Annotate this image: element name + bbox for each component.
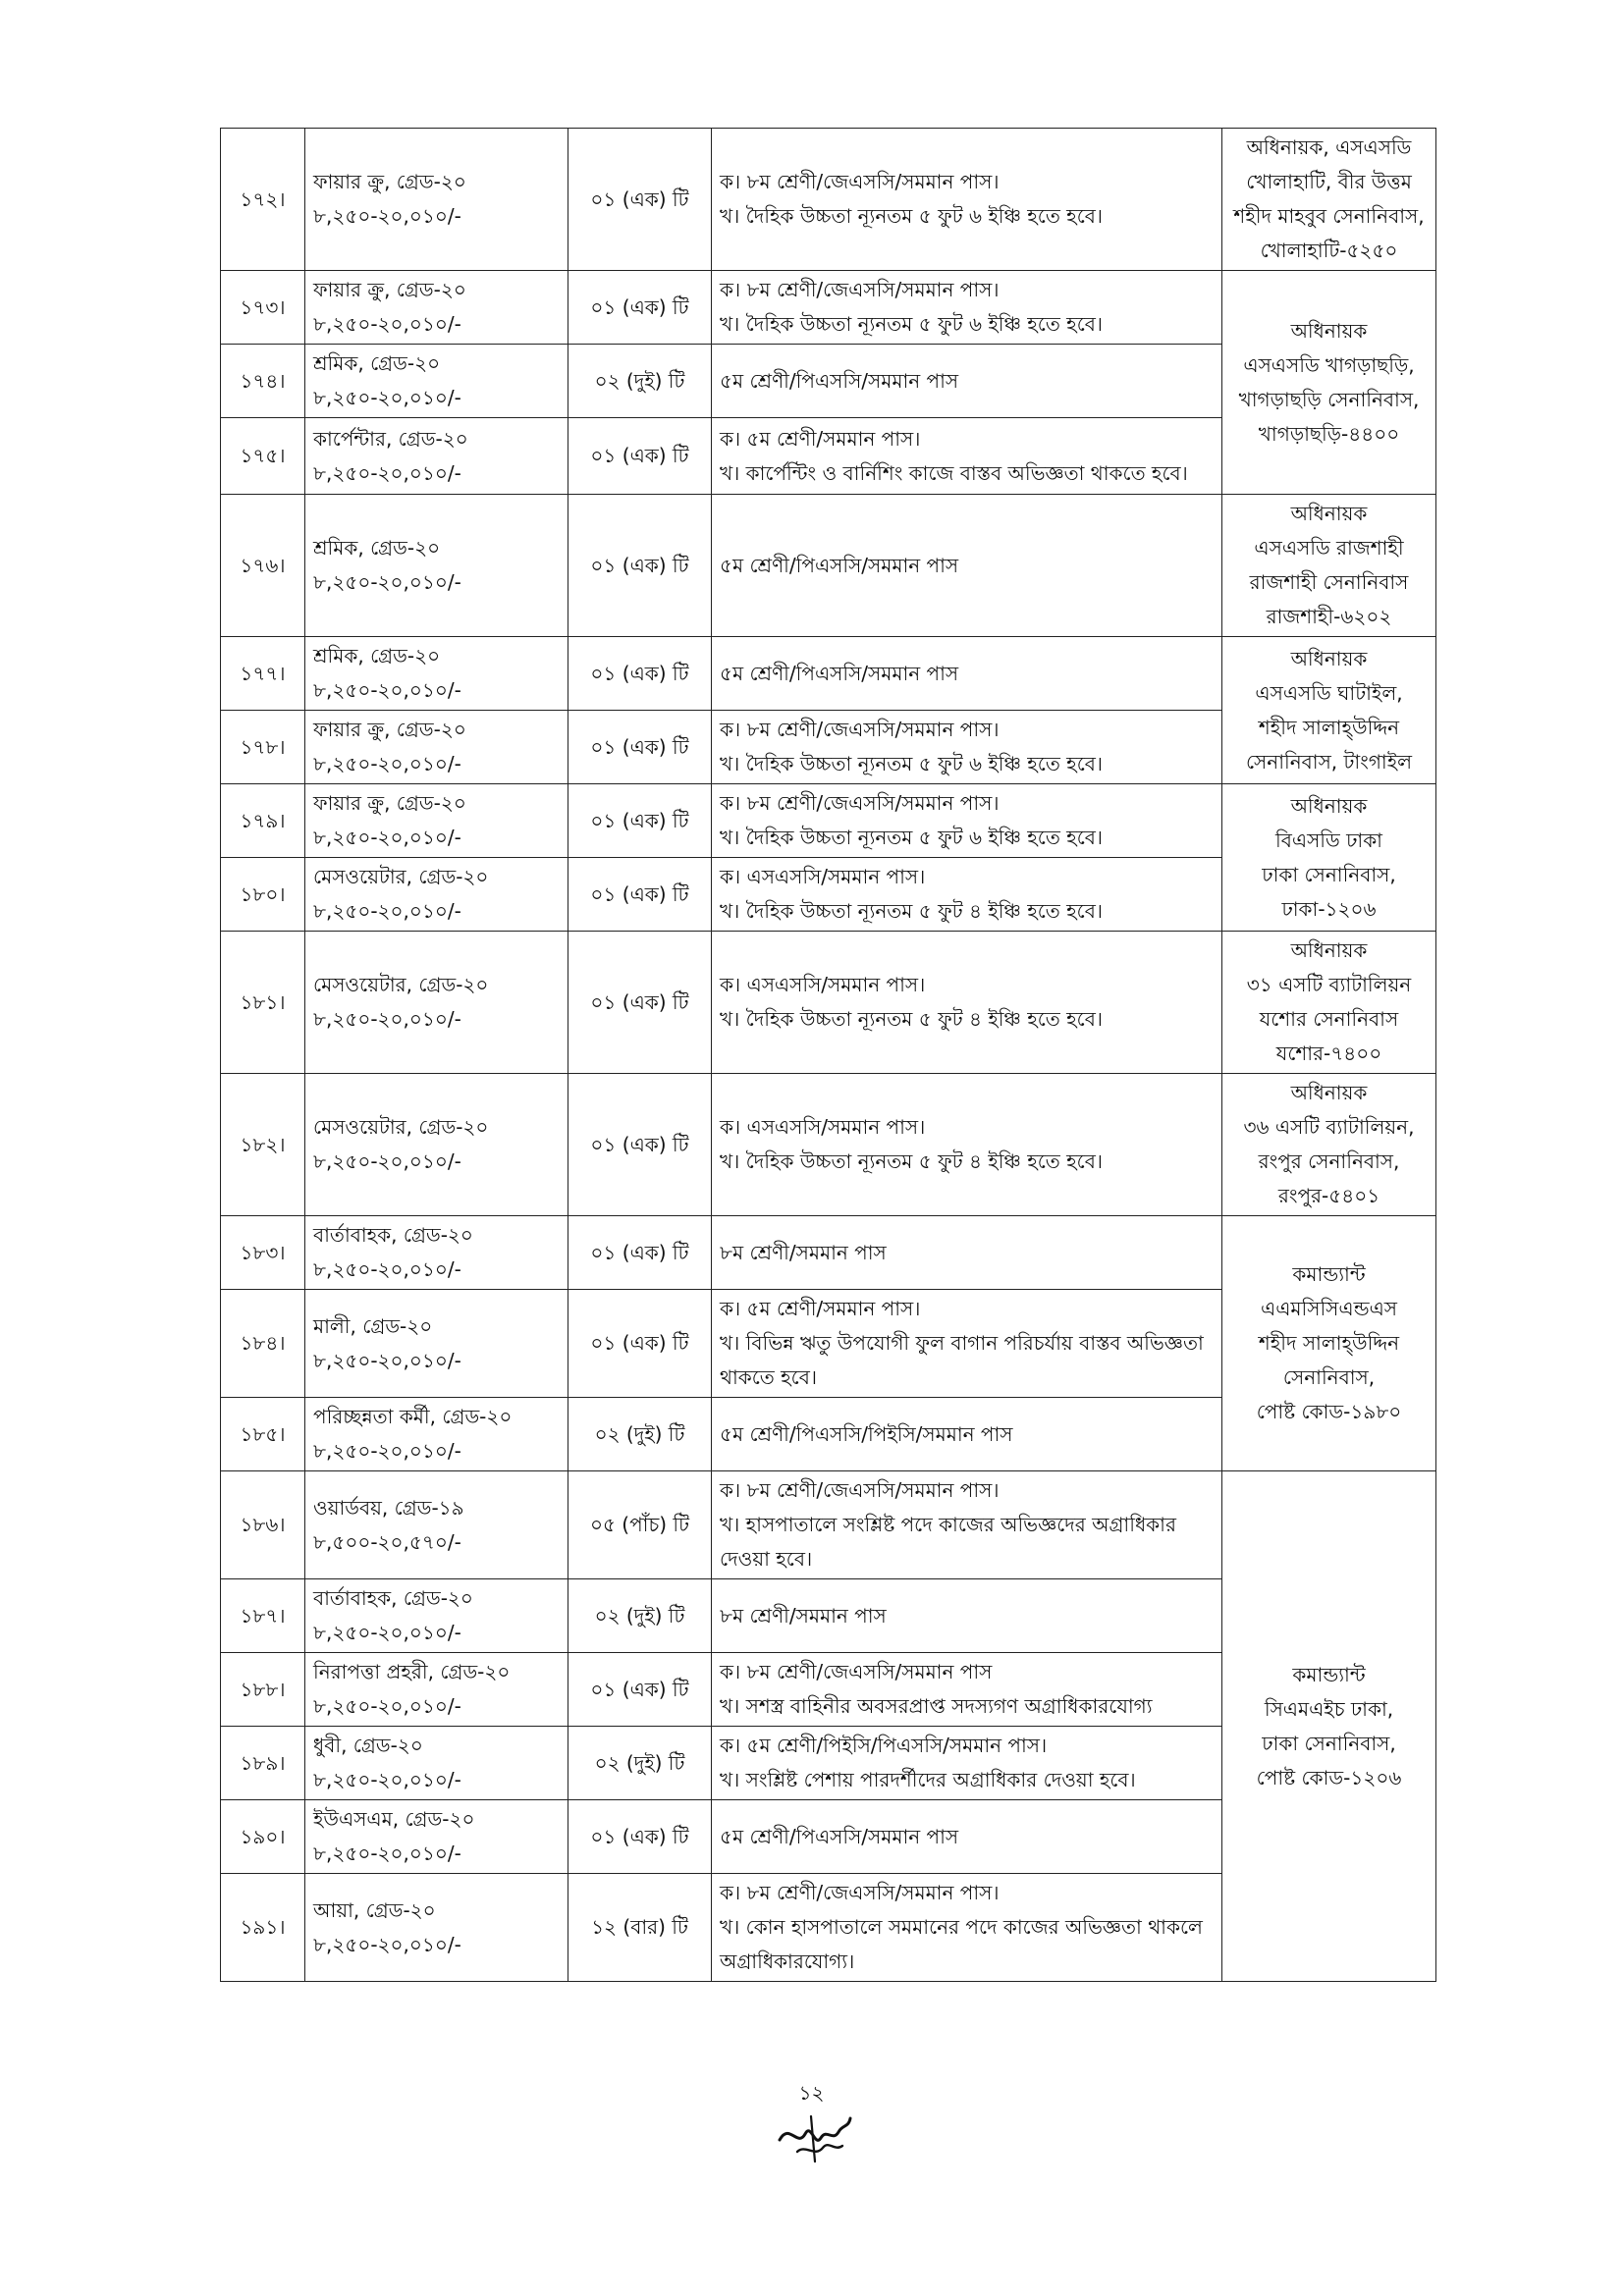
pay-scale: ৮,২৫০-২০,০১০/- (313, 1621, 461, 1644)
requirement-line: ৫ম শ্রেণী/পিএসসি/সমমান পাস (720, 553, 959, 577)
office-address-line: কমান্ড্যান্ট (1292, 1662, 1366, 1686)
requirement-line: ক। ৮ম শ্রেণী/জেএসসি/সমমান পাস (720, 1660, 993, 1683)
post-cell (305, 129, 568, 271)
office-address-cell (1222, 932, 1436, 1074)
serial-number-cell: ১৭৮। (221, 711, 305, 784)
office-address-line: খাগড়াছড়ি সেনানিবাস, (1238, 387, 1420, 411)
table-row (221, 129, 1436, 271)
serial-number-cell: ১৭৬। (221, 495, 305, 637)
requirements-cell (712, 418, 1222, 495)
post-cell (305, 1727, 568, 1800)
post-cell (305, 637, 568, 711)
office-address-line: কমান্ড্যান্ট (1292, 1262, 1366, 1286)
post-cell (305, 711, 568, 784)
office-address-line: রংপুর-৫৪০১ (1277, 1184, 1380, 1207)
office-address-cell (1222, 1074, 1436, 1216)
pay-scale: ৮,২৫০-২০,০১০/- (313, 1348, 461, 1372)
post-cell (305, 1290, 568, 1398)
serial-number-cell: ১৭৪। (221, 345, 305, 418)
requirement-line: খ। দৈহিক উচ্চতা ন্যূনতম ৫ ফুট ৬ ইঞ্চি হতে হবে। (720, 752, 1104, 775)
office-address-cell (1222, 1471, 1436, 1982)
requirement-line: খ। কার্পেন্টিং ও বার্নিশিং কাজে বাস্তব অভিজ্ঞতা থাকতে হবে। (720, 460, 1188, 485)
requirement-line: খ। কোন হাসপাতালে সমমানের পদে কাজের অভিজ্ঞতা থাকলে অগ্রাধিকারযোগ্য। (720, 1915, 1203, 1973)
post-name: মেসওয়েটার, গ্রেড-২০ (313, 973, 489, 996)
office-address-line: রংপুর সেনানিবাস, (1258, 1149, 1400, 1173)
post-name: ধুবী, গ্রেড-২০ (313, 1734, 423, 1757)
office-address-line: এসএসডি ঘাটাইল, (1255, 680, 1403, 705)
office-address-cell (1222, 271, 1436, 495)
office-address-line: ঢাকা সেনানিবাস, (1262, 1731, 1396, 1755)
vacancy-count-cell: ০১ (এক) টি (568, 1653, 712, 1727)
serial-number-cell: ১৮০। (221, 858, 305, 932)
vacancy-count-cell: ০২ (দুই) টি (568, 1579, 712, 1653)
office-address-line: অধিনায়ক (1290, 502, 1368, 525)
vacancy-count-cell: ০১ (এক) টি (568, 1800, 712, 1874)
requirement-line: খ। সশস্ত্র বাহিনীর অবসরপ্রাপ্ত সদস্যগণ অগ্রাধিকারযোগ্য (720, 1694, 1153, 1718)
office-address-line: যশোর সেনানিবাস (1259, 1007, 1399, 1031)
requirement-line: ৫ম শ্রেণী/পিএসসি/সমমান পাস (720, 661, 959, 685)
office-address-line: শহীদ সালাহ্উদ্দিন (1258, 1331, 1400, 1355)
office-address-line: ঢাকা-১২০৬ (1281, 896, 1377, 921)
requirement-line: ক। ৫ম শ্রেণী/সমমান পাস। (720, 426, 921, 451)
requirements-cell (712, 784, 1222, 858)
requirements-cell (712, 129, 1222, 271)
post-cell (305, 1579, 568, 1653)
vacancy-count-cell: ০১ (এক) টি (568, 711, 712, 784)
pay-scale: ৮,২৫০-২০,০১০/- (313, 312, 461, 336)
office-address-line: অধিনায়ক (1290, 646, 1368, 670)
requirements-cell (712, 858, 1222, 932)
requirement-line: খ। দৈহিক উচ্চতা ন্যূনতম ৫ ফুট ৬ ইঞ্চি হতে হবে। (720, 826, 1104, 849)
requirements-cell (712, 1471, 1222, 1579)
requirement-line: খ। দৈহিক উচ্চতা ন্যূনতম ৫ ফুট ৪ ইঞ্চি হতে হবে। (720, 1007, 1103, 1031)
office-address-cell (1222, 637, 1436, 784)
serial-number-cell: ১৮৫। (221, 1398, 305, 1471)
requirements-cell (712, 1290, 1222, 1398)
office-address-line: রাজশাহী সেনানিবাস (1249, 570, 1409, 594)
office-address-cell (1222, 495, 1436, 637)
serial-number-cell: ১৮৯। (221, 1727, 305, 1800)
serial-number-cell: ১৮৪। (221, 1290, 305, 1398)
office-address-line: সেনানিবাস, (1282, 1365, 1376, 1389)
vacancy-count-cell: ০১ (এক) টি (568, 418, 712, 495)
requirement-line: খ। বিভিন্ন ঋতু উপযোগী ফুল বাগান পরিচর্যায় বাস্তব অভিজ্ঞতা থাকতে হবে। (720, 1331, 1204, 1389)
vacancy-count-cell: ০২ (দুই) টি (568, 1398, 712, 1471)
office-address-line: ৩৬ এসটি ব্যাটালিয়ন, (1243, 1115, 1415, 1139)
requirements-cell (712, 495, 1222, 637)
vacancy-count-cell: ০১ (এক) টি (568, 784, 712, 858)
serial-number-cell: ১৭৯। (221, 784, 305, 858)
pay-scale: ৮,২৫০-২০,০১০/- (313, 826, 461, 849)
table-body (221, 129, 1436, 1982)
office-address-cell (1222, 784, 1436, 932)
vacancy-count-cell: ০১ (এক) টি (568, 1074, 712, 1216)
requirement-line: ক। এসএসসি/সমমান পাস। (720, 973, 926, 996)
table-row (221, 1471, 1436, 1579)
office-address-cell (1222, 1216, 1436, 1471)
office-address-line: শহীদ সালাহ্উদ্দিন (1258, 715, 1400, 739)
vacancy-count-cell: ০১ (এক) টি (568, 271, 712, 345)
post-name: শ্রমিক, গ্রেড-২০ (313, 644, 441, 667)
vacancy-count-cell: ০১ (এক) টি (568, 858, 712, 932)
requirement-line: ক। ৫ম শ্রেণী/সমমান পাস। (720, 1297, 921, 1320)
post-cell (305, 1800, 568, 1874)
post-name: ওয়ার্ডবয়, গ্রেড-১৯ (313, 1495, 464, 1520)
vacancy-count-cell: ০২ (দুই) টি (568, 345, 712, 418)
requirement-line: ক। ৫ম শ্রেণী/পিইসি/পিএসসি/সমমান পাস। (720, 1734, 1048, 1757)
post-name: বার্তাবাহক, গ্রেড-২০ (313, 1223, 473, 1247)
office-address-line: রাজশাহী-৬২০২ (1266, 605, 1392, 628)
post-name: বার্তাবাহক, গ্রেড-২০ (313, 1586, 473, 1610)
office-address-line: খোলাহাটি, বীর উত্তম (1246, 170, 1412, 193)
post-cell (305, 495, 568, 637)
post-name: ফায়ার ক্রু, গ্রেড-২০ (313, 170, 466, 193)
office-address-line: সিএমএইচ ঢাকা, (1264, 1696, 1394, 1721)
requirements-cell (712, 1579, 1222, 1653)
handwritten-signature (776, 2109, 854, 2167)
requirements-cell (712, 637, 1222, 711)
page-number: ১২ (798, 2081, 825, 2105)
pay-scale: ৮,২৫০-২০,০১০/- (313, 1694, 461, 1718)
office-address-line: অধিনায়ক (1290, 1081, 1368, 1104)
requirement-line: ক। ৮ম শ্রেণী/জেএসসি/সমমান পাস। (720, 791, 1000, 815)
pay-scale: ৮,২৫০-২০,০১০/- (313, 570, 461, 594)
post-cell (305, 1398, 568, 1471)
office-address-line: অধিনায়ক (1290, 318, 1368, 343)
office-address-line: ঢাকা সেনানিবাস, (1262, 862, 1396, 886)
post-name: কার্পেন্টার, গ্রেড-২০ (313, 426, 468, 451)
office-address-line: খাগড়াছড়ি-৪৪০০ (1258, 421, 1400, 446)
requirements-cell (712, 932, 1222, 1074)
vacancy-count-cell: ০১ (এক) টি (568, 1290, 712, 1398)
office-address-line: খোলাহাটি-৫২৫০ (1260, 239, 1398, 262)
recruitment-table (220, 128, 1436, 1982)
post-cell (305, 858, 568, 932)
office-address-line: অধিনায়ক, এসএসডি (1246, 135, 1412, 159)
post-cell (305, 1874, 568, 1982)
table-row (221, 932, 1436, 1074)
pay-scale: ৮,২৫০-২০,০১০/- (313, 1439, 461, 1463)
post-name: মেসওয়েটার, গ্রেড-২০ (313, 865, 489, 888)
vacancy-count-cell: ০৫ (পাঁচ) টি (568, 1471, 712, 1579)
pay-scale: ৮,২৫০-২০,০১০/- (313, 678, 461, 702)
vacancy-count-cell: ০১ (এক) টি (568, 637, 712, 711)
serial-number-cell: ১৭৫। (221, 418, 305, 495)
serial-number-cell: ১৭২। (221, 129, 305, 271)
requirement-line: খ। সংশ্লিষ্ট পেশায় পারদর্শীদের অগ্রাধিকার দেওয়া হবে। (720, 1768, 1136, 1791)
requirements-cell (712, 345, 1222, 418)
post-name: ফায়ার ক্রু, গ্রেড-২০ (313, 718, 466, 741)
requirement-line: খ। দৈহিক উচ্চতা ন্যূনতম ৫ ফুট ৪ ইঞ্চি হতে হবে। (720, 899, 1103, 923)
vacancy-count-cell: ১২ (বার) টি (568, 1874, 712, 1982)
requirement-line: ক। ৮ম শ্রেণী/জেএসসি/সমমান পাস। (720, 170, 1000, 193)
vacancy-count-cell: ০১ (এক) টি (568, 1216, 712, 1290)
requirements-cell (712, 1216, 1222, 1290)
office-address-cell (1222, 129, 1436, 271)
post-name: পরিচ্ছন্নতা কর্মী, গ্রেড-২০ (313, 1405, 513, 1428)
requirements-cell (712, 1727, 1222, 1800)
office-address-line: ৩১ এসটি ব্যাটালিয়ন (1246, 973, 1412, 996)
post-cell (305, 418, 568, 495)
office-address-line: এএমসিসিএন্ডএস (1260, 1297, 1397, 1320)
table-row (221, 271, 1436, 345)
serial-number-cell: ১৮২। (221, 1074, 305, 1216)
table-row (221, 784, 1436, 858)
serial-number-cell: ১৮৬। (221, 1471, 305, 1579)
requirements-cell (712, 1398, 1222, 1471)
serial-number-cell: ১৯০। (221, 1800, 305, 1874)
office-address-line: বিএসডি ঢাকা (1275, 828, 1382, 852)
office-address-line: অধিনায়ক (1290, 938, 1368, 962)
pay-scale: ৮,২৫০-২০,০১০/- (313, 1842, 461, 1865)
pay-scale: ৮,২৫০-২০,০১০/- (313, 752, 461, 775)
requirement-line: ক। ৮ম শ্রেণী/জেএসসি/সমমান পাস। (720, 1478, 1000, 1502)
office-address-line: পোষ্ট কোড-১৯৮০ (1256, 1400, 1402, 1423)
requirement-line: ৫ম শ্রেণী/পিএসসি/পিইসি/সমমান পাস (720, 1421, 1013, 1446)
post-name: ফায়ার ক্রু, গ্রেড-২০ (313, 278, 466, 301)
table-row (221, 637, 1436, 711)
requirement-line: খ। হাসপাতালে সংশ্লিষ্ট পদে কাজের অভিজ্ঞদের অগ্রাধিকার দেওয়া হবে। (720, 1513, 1176, 1571)
vacancy-count-cell: ০১ (এক) টি (568, 495, 712, 637)
vacancy-count-cell: ০২ (দুই) টি (568, 1727, 712, 1800)
requirement-line: ক। ৮ম শ্রেণী/জেএসসি/সমমান পাস। (720, 1881, 1000, 1904)
requirement-line: ক। এসএসসি/সমমান পাস। (720, 1115, 926, 1139)
post-cell (305, 784, 568, 858)
serial-number-cell: ১৯১। (221, 1874, 305, 1982)
pay-scale: ৮,২৫০-২০,০১০/- (313, 1007, 461, 1031)
post-name: ইউএসএম, গ্রেড-২০ (313, 1807, 475, 1831)
pay-scale: ৮,২৫০-২০,০১০/- (313, 1768, 461, 1791)
post-name: শ্রমিক, গ্রেড-২০ (313, 351, 441, 375)
post-name: নিরাপত্তা প্রহরী, গ্রেড-২০ (313, 1660, 511, 1683)
table-row (221, 495, 1436, 637)
pay-scale: ৮,২৫০-২০,০১০/- (313, 1257, 461, 1281)
post-cell (305, 1471, 568, 1579)
post-cell (305, 345, 568, 418)
requirements-cell (712, 1653, 1222, 1727)
pay-scale: ৮,২৫০-২০,০১০/- (313, 386, 461, 409)
table-row (221, 1216, 1436, 1290)
requirement-line: ক। এসএসসি/সমমান পাস। (720, 865, 926, 888)
post-name: ফায়ার ক্রু, গ্রেড-২০ (313, 791, 466, 815)
requirement-line: খ। দৈহিক উচ্চতা ন্যূনতম ৫ ফুট ৬ ইঞ্চি হতে হবে। (720, 204, 1104, 228)
serial-number-cell: ১৮৭। (221, 1579, 305, 1653)
pay-scale: ৮,৫০০-২০,৫৭০/- (313, 1529, 461, 1554)
pay-scale: ৮,২৫০-২০,০১০/- (313, 1932, 461, 1956)
post-name: মেসওয়েটার, গ্রেড-২০ (313, 1115, 489, 1139)
post-cell (305, 1216, 568, 1290)
office-address-line: পোষ্ট কোড-১২০৬ (1256, 1765, 1402, 1789)
requirement-line: ৫ম শ্রেণী/পিএসসি/সমমান পাস (720, 1824, 959, 1848)
vacancy-count-cell: ০১ (এক) টি (568, 932, 712, 1074)
pay-scale: ৮,২৫০-২০,০১০/- (313, 204, 461, 228)
post-name: মালী, গ্রেড-২০ (313, 1313, 433, 1338)
office-address-line: যশোর-৭৪০০ (1275, 1041, 1382, 1065)
office-address-line: সেনানিবাস, টাংগাইল (1245, 749, 1413, 774)
requirements-cell (712, 1800, 1222, 1874)
requirement-line: খ। দৈহিক উচ্চতা ন্যূনতম ৫ ফুট ৬ ইঞ্চি হতে হবে। (720, 312, 1104, 336)
post-name: আয়া, গ্রেড-২০ (313, 1897, 436, 1922)
requirement-line: ক। ৮ম শ্রেণী/জেএসসি/সমমান পাস। (720, 718, 1000, 741)
office-address-line: শহীদ মাহবুব সেনানিবাস, (1233, 204, 1425, 228)
requirement-line: ৮ম শ্রেণী/সমমান পাস (720, 1603, 887, 1628)
requirement-line: ৮ম শ্রেণী/সমমান পাস (720, 1240, 887, 1264)
office-address-line: এসএসডি রাজশাহী (1254, 536, 1404, 560)
serial-number-cell: ১৮৮। (221, 1653, 305, 1727)
post-cell (305, 271, 568, 345)
office-address-line: এসএসডি খাগড়াছড়ি, (1243, 352, 1415, 377)
office-address-line: অধিনায়ক (1290, 793, 1368, 818)
vacancy-count-cell: ০১ (এক) টি (568, 129, 712, 271)
post-cell (305, 932, 568, 1074)
requirements-cell (712, 1074, 1222, 1216)
pay-scale: ৮,২৫০-২০,০১০/- (313, 460, 461, 485)
serial-number-cell: ১৭৩। (221, 271, 305, 345)
pay-scale: ৮,২৫০-২০,০১০/- (313, 1149, 461, 1173)
post-name: শ্রমিক, গ্রেড-২০ (313, 536, 441, 560)
requirements-cell (712, 1874, 1222, 1982)
post-cell (305, 1653, 568, 1727)
requirement-line: খ। দৈহিক উচ্চতা ন্যূনতম ৫ ফুট ৪ ইঞ্চি হতে হবে। (720, 1149, 1103, 1173)
serial-number-cell: ১৮১। (221, 932, 305, 1074)
table-row (221, 1074, 1436, 1216)
post-cell (305, 1074, 568, 1216)
requirement-line: ক। ৮ম শ্রেণী/জেএসসি/সমমান পাস। (720, 278, 1000, 301)
requirement-line: ৫ম শ্রেণী/পিএসসি/সমমান পাস (720, 368, 959, 393)
serial-number-cell: ১৭৭। (221, 637, 305, 711)
requirements-cell (712, 271, 1222, 345)
serial-number-cell: ১৮৩। (221, 1216, 305, 1290)
requirements-cell (712, 711, 1222, 784)
pay-scale: ৮,২৫০-২০,০১০/- (313, 899, 461, 923)
